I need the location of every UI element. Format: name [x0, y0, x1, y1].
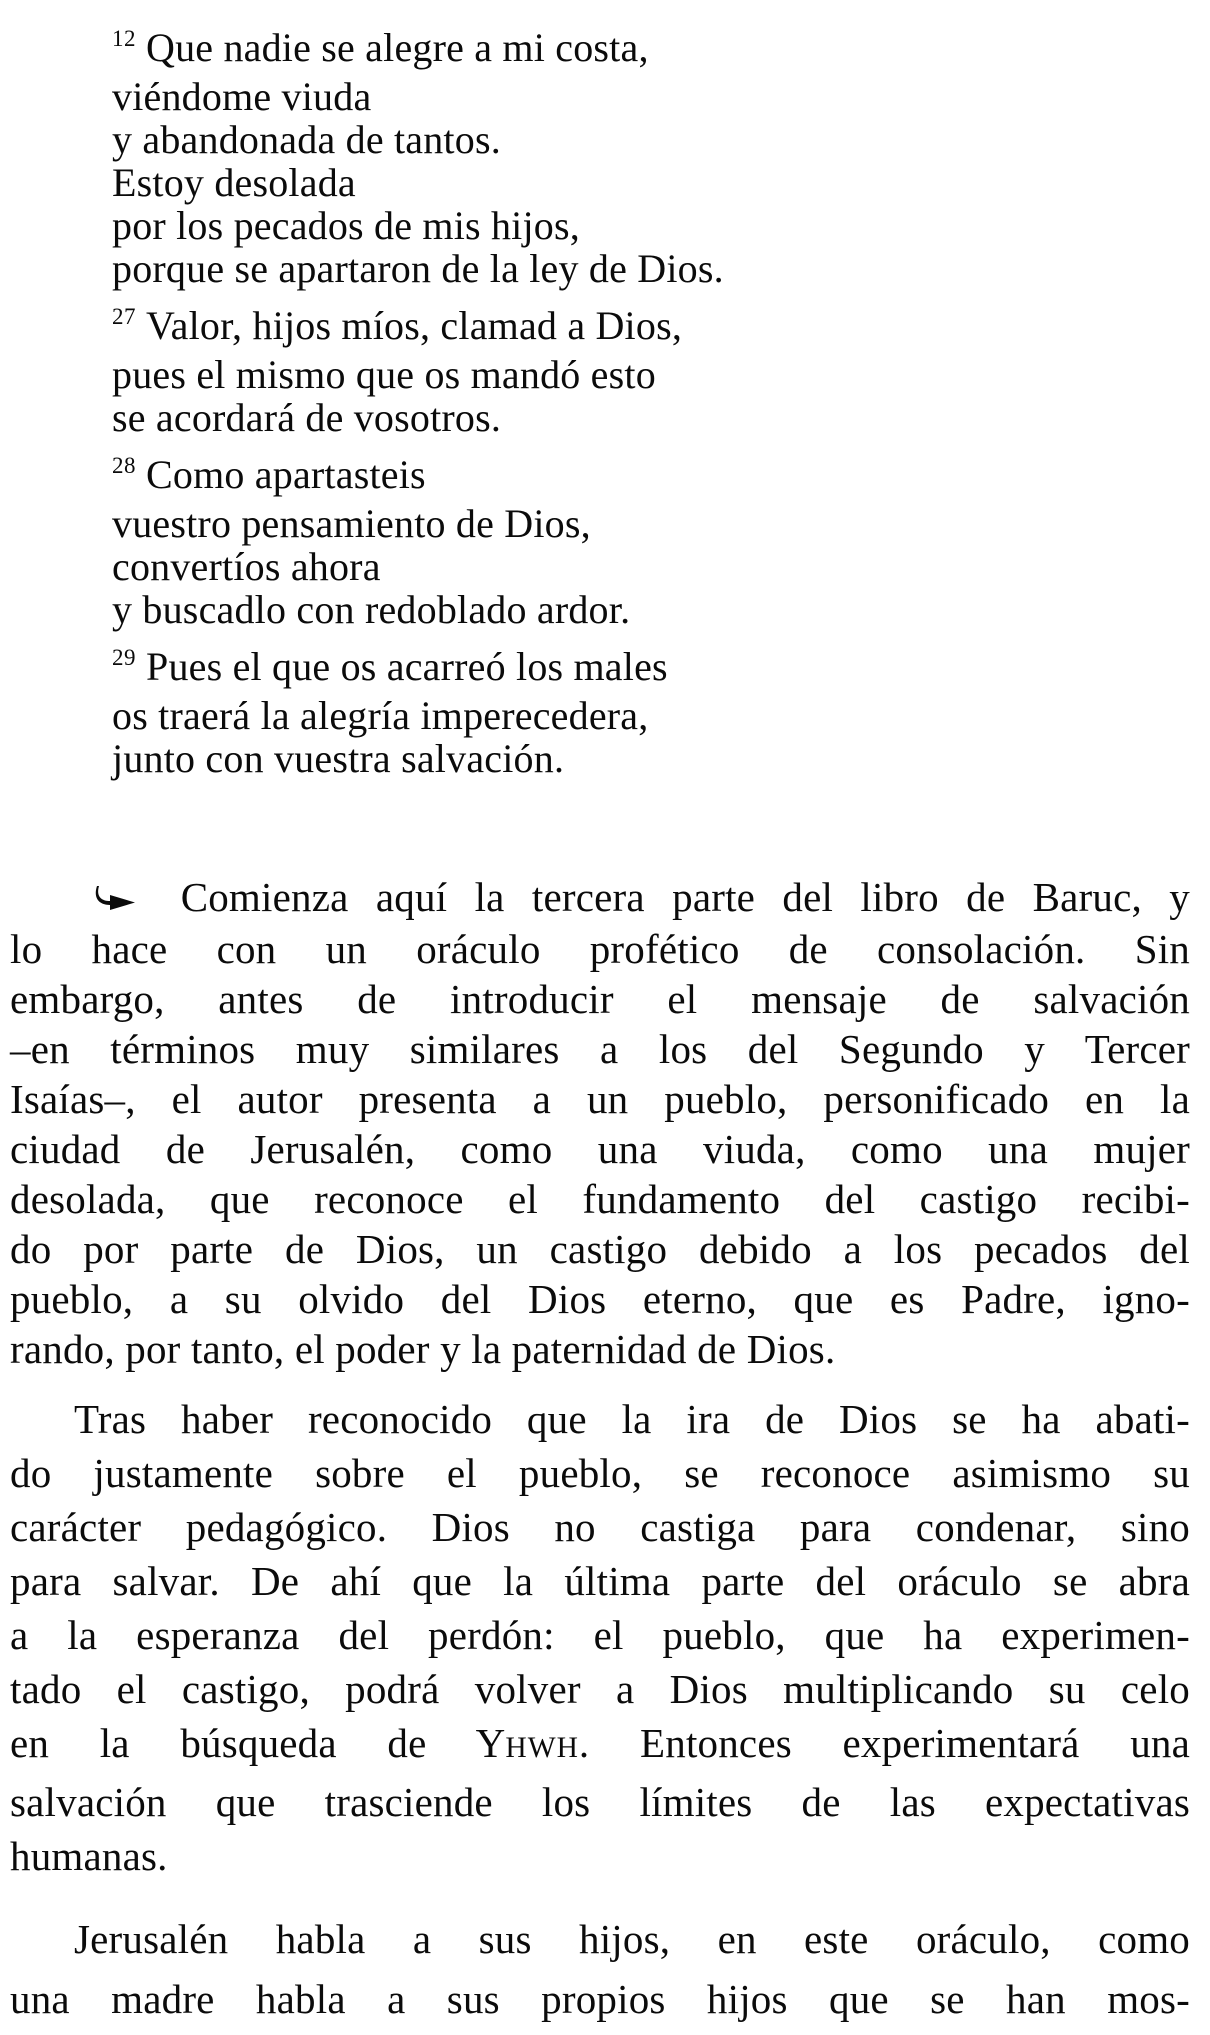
verse-line: por los pecados de mis hijos, [112, 203, 580, 248]
commentary-line: do por parte de Dios, un castigo debido a los pecados del [10, 1226, 1190, 1272]
commentary-section [10, 872, 1190, 2029]
verse-line: $^{27}$ Valor, hijos míos, clamad a Dios, [112, 303, 683, 348]
arrow-icon [93, 874, 137, 924]
commentary-line: Isaías–, el autor presenta a un pueblo, personificado en la [10, 1076, 1190, 1122]
verse-line: junto con vuestra salvación. [112, 736, 565, 781]
commentary-line: carácter pedagógico. Dios no castiga para condenar, sino [10, 1504, 1190, 1550]
verse-line: porque se apartaron de la ley de Dios. [112, 246, 724, 291]
commentary-line: para salvar. De ahí que la última parte del oráculo se abra [10, 1558, 1190, 1604]
commentary-line: pueblo, a su olvido del Dios eterno, que es Padre, igno- [10, 1276, 1190, 1322]
commentary-line: Jerusalén habla a sus hijos, en este oráculo, como [74, 1916, 1190, 1962]
verse-line: y buscadlo con redoblado ardor. [112, 587, 631, 632]
commentary-line: embargo, antes de introducir el mensaje de salvación [10, 976, 1190, 1022]
commentary-line: desolada, que reconoce el fundamento del castigo recibi- [10, 1176, 1190, 1222]
commentary-line: do justamente sobre el pueblo, se reconoce asimismo su [10, 1450, 1190, 1496]
commentary-line: –en términos muy similares a los del Segundo y Tercer [10, 1026, 1190, 1072]
verse-block [112, 26, 1180, 290]
commentary-line: humanas. [10, 1833, 168, 1879]
commentary-line: salvación que trasciende los límites de las expectativas [10, 1779, 1190, 1825]
verse-line: $^{29}$ Pues el que os acarreó los males [112, 644, 668, 689]
commentary-line: rando, por tanto, el poder y la paternidad de Dios. [10, 1326, 836, 1372]
verse-block [112, 645, 1180, 780]
verse-line: $^{12}$ Que nadie se alegre a mi costa, [112, 25, 649, 70]
commentary-line: en la búsqueda de YHWH. Entonces experimentará una [10, 1720, 1190, 1766]
commentary-paragraph [10, 872, 1190, 1374]
verse-number: 29 [112, 645, 136, 670]
verse-line: $^{28}$ Como apartasteis [112, 452, 426, 497]
commentary-line: lo hace con un oráculo profético de consolación. Sin [10, 926, 1190, 972]
commentary-line: a la esperanza del perdón: el pueblo, que ha experimen- [10, 1612, 1190, 1658]
verse-line: viéndome viuda [112, 74, 372, 119]
tetragrammaton-smallcaps: HWH [505, 1732, 579, 1764]
verse-line: os traerá la alegría imperecedera, [112, 693, 649, 738]
verse-block [112, 304, 1180, 439]
verse-number: 27 [112, 304, 136, 329]
verse-line: convertíos ahora [112, 544, 381, 589]
verse-line: se acordará de vosotros. [112, 395, 502, 440]
verse-line: pues el mismo que os mandó esto [112, 352, 656, 397]
commentary-paragraph [10, 1392, 1190, 1883]
verse-block [112, 453, 1180, 631]
commentary-line: ciudad de Jerusalén, como una viuda, como una mujer [10, 1126, 1190, 1172]
verse-number: 28 [112, 453, 136, 478]
verse-number: 12 [112, 26, 136, 51]
commentary-line: Comienza aquí la tercera parte del libro de Baruc, y [10, 872, 1190, 924]
commentary-line: una madre habla a sus propios hijos que se han mos- [10, 1976, 1190, 2022]
commentary-paragraph [10, 1909, 1190, 2029]
verse-line: vuestro pensamiento de Dios, [112, 501, 591, 546]
poetry-section [112, 0, 1180, 780]
commentary-line: tado el castigo, podrá volver a Dios multiplicando su celo [10, 1666, 1190, 1712]
commentary-line: Tras haber reconocido que la ira de Dios se ha abati- [74, 1396, 1190, 1442]
verse-line: y abandonada de tantos. [112, 117, 501, 162]
verse-line: Estoy desolada [112, 160, 356, 205]
